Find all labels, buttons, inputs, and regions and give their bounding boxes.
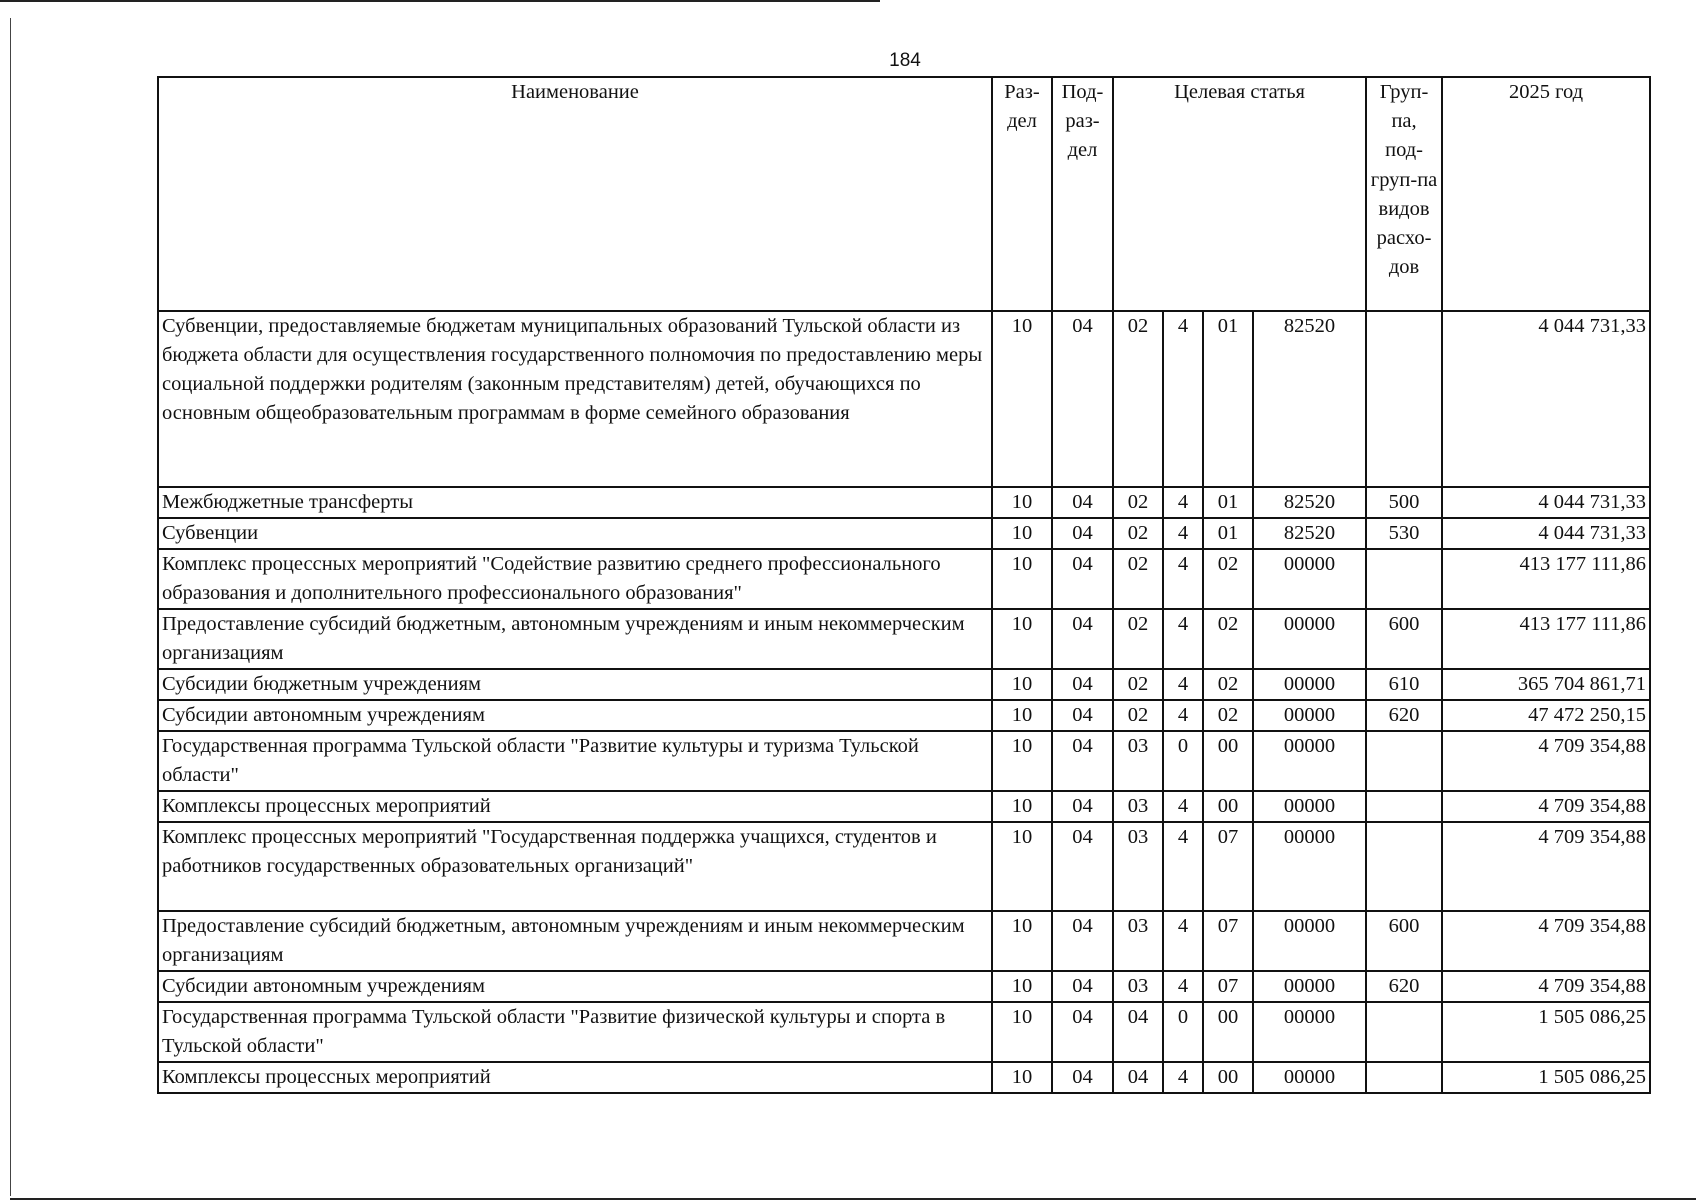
row-cs2: 4: [1163, 549, 1203, 609]
table-row: [158, 669, 1650, 700]
table-row: [158, 1002, 1650, 1062]
row-podrazdel: 04: [1052, 791, 1113, 822]
table-row: [158, 971, 1650, 1002]
row-amount: 47 472 250,15: [1442, 700, 1650, 731]
scan-edge-left: [10, 18, 11, 1196]
row-cs3: 02: [1203, 700, 1253, 731]
row-name: Межбюджетные трансферты: [158, 487, 992, 518]
row-cs1: 02: [1113, 487, 1163, 518]
row-cs4: 00000: [1253, 911, 1366, 971]
row-razdel: 10: [992, 518, 1052, 549]
row-cs2: 4: [1163, 1062, 1203, 1093]
row-cs3: 00: [1203, 791, 1253, 822]
row-cs3: 01: [1203, 311, 1253, 487]
row-amount: 365 704 861,71: [1442, 669, 1650, 700]
row-cs4: 00000: [1253, 791, 1366, 822]
row-group: 530: [1366, 518, 1442, 549]
row-group: [1366, 1062, 1442, 1093]
row-cs4: 82520: [1253, 518, 1366, 549]
row-cs3: 02: [1203, 549, 1253, 609]
row-podrazdel: 04: [1052, 1062, 1113, 1093]
table-row: [158, 700, 1650, 731]
row-name: Комплексы процессных мероприятий: [158, 791, 992, 822]
row-group: [1366, 731, 1442, 791]
row-name: Субвенции: [158, 518, 992, 549]
header-razdel: Раз-дел: [992, 77, 1052, 311]
table-header-row: [158, 77, 1650, 311]
row-cs1: 03: [1113, 731, 1163, 791]
row-amount: 4 044 731,33: [1442, 487, 1650, 518]
row-podrazdel: 04: [1052, 700, 1113, 731]
table-row: [158, 518, 1650, 549]
header-gruppa: Груп-па, под-груп-па видов расхо-дов: [1366, 77, 1442, 311]
row-name: Субсидии автономным учреждениям: [158, 700, 992, 731]
row-group: 610: [1366, 669, 1442, 700]
row-cs4: 00000: [1253, 731, 1366, 791]
row-name: Предоставление субсидий бюджетным, автономным учреждениям и иным некоммерческим организациям: [158, 609, 992, 669]
row-cs1: 03: [1113, 971, 1163, 1002]
row-razdel: 10: [992, 822, 1052, 911]
row-cs3: 00: [1203, 1062, 1253, 1093]
row-razdel: 10: [992, 971, 1052, 1002]
row-cs1: 03: [1113, 822, 1163, 911]
header-podrazdel: Под-раз-дел: [1052, 77, 1113, 311]
row-razdel: 10: [992, 487, 1052, 518]
header-year: 2025 год: [1442, 77, 1650, 311]
row-group: [1366, 1002, 1442, 1062]
row-cs3: 07: [1203, 822, 1253, 911]
row-cs3: 01: [1203, 518, 1253, 549]
row-podrazdel: 04: [1052, 971, 1113, 1002]
row-cs2: 4: [1163, 487, 1203, 518]
row-cs1: 02: [1113, 518, 1163, 549]
row-cs1: 02: [1113, 669, 1163, 700]
budget-table: [157, 76, 1651, 1094]
row-group: 620: [1366, 700, 1442, 731]
row-name: Субсидии автономным учреждениям: [158, 971, 992, 1002]
row-cs2: 4: [1163, 911, 1203, 971]
row-name: Предоставление субсидий бюджетным, автономным учреждениям и иным некоммерческим организациям: [158, 911, 992, 971]
row-amount: 4 709 354,88: [1442, 791, 1650, 822]
row-cs3: 00: [1203, 731, 1253, 791]
table-row: [158, 311, 1650, 487]
row-amount: 4 709 354,88: [1442, 911, 1650, 971]
row-group: [1366, 791, 1442, 822]
row-razdel: 10: [992, 1062, 1052, 1093]
row-cs1: 03: [1113, 791, 1163, 822]
row-name: Комплекс процессных мероприятий "Государственная поддержка учащихся, студентов и работников государственных образовательных организаций": [158, 822, 992, 911]
row-cs4: 82520: [1253, 487, 1366, 518]
row-group: [1366, 822, 1442, 911]
row-group: 600: [1366, 911, 1442, 971]
row-podrazdel: 04: [1052, 911, 1113, 971]
row-amount: 4 709 354,88: [1442, 822, 1650, 911]
row-amount: 4 044 731,33: [1442, 311, 1650, 487]
row-podrazdel: 04: [1052, 311, 1113, 487]
row-name: Субвенции, предоставляемые бюджетам муниципальных образований Тульской области из бюджета области для осуществления государственного полномочия по предоставлению меры социальной поддержки родителям (законным представителям) детей, обучающихся по основным общеобразовательным программам в форме семейного образования: [158, 311, 992, 487]
row-razdel: 10: [992, 669, 1052, 700]
table-row: [158, 822, 1650, 911]
page-number: 184: [889, 50, 921, 71]
row-razdel: 10: [992, 609, 1052, 669]
table-row: [158, 911, 1650, 971]
row-razdel: 10: [992, 700, 1052, 731]
row-cs1: 02: [1113, 700, 1163, 731]
row-cs2: 4: [1163, 700, 1203, 731]
row-cs4: 00000: [1253, 971, 1366, 1002]
scan-edge-top: [0, 0, 880, 2]
row-cs2: 4: [1163, 311, 1203, 487]
row-amount: 413 177 111,86: [1442, 549, 1650, 609]
row-cs1: 03: [1113, 911, 1163, 971]
table-row: [158, 1062, 1650, 1093]
row-name: Государственная программа Тульской области "Развитие культуры и туризма Тульской области": [158, 731, 992, 791]
row-name: Комплексы процессных мероприятий: [158, 1062, 992, 1093]
row-group: 600: [1366, 609, 1442, 669]
row-podrazdel: 04: [1052, 669, 1113, 700]
row-podrazdel: 04: [1052, 549, 1113, 609]
row-name: Комплекс процессных мероприятий "Содействие развитию среднего профессионального образования и дополнительного профессионального образования": [158, 549, 992, 609]
row-cs2: 4: [1163, 791, 1203, 822]
row-cs1: 04: [1113, 1002, 1163, 1062]
row-amount: 413 177 111,86: [1442, 609, 1650, 669]
row-amount: 1 505 086,25: [1442, 1002, 1650, 1062]
row-podrazdel: 04: [1052, 1002, 1113, 1062]
table-row: [158, 549, 1650, 609]
row-podrazdel: 04: [1052, 822, 1113, 911]
row-group: [1366, 311, 1442, 487]
row-cs4: 00000: [1253, 669, 1366, 700]
row-amount: 4 709 354,88: [1442, 731, 1650, 791]
row-amount: 4 709 354,88: [1442, 971, 1650, 1002]
row-cs2: 4: [1163, 518, 1203, 549]
row-cs1: 02: [1113, 549, 1163, 609]
row-razdel: 10: [992, 731, 1052, 791]
row-cs4: 00000: [1253, 1002, 1366, 1062]
row-cs2: 0: [1163, 1002, 1203, 1062]
row-cs1: 04: [1113, 1062, 1163, 1093]
row-amount: 4 044 731,33: [1442, 518, 1650, 549]
table-row: [158, 487, 1650, 518]
row-name: Государственная программа Тульской области "Развитие физической культуры и спорта в Тульской области": [158, 1002, 992, 1062]
table-row: [158, 731, 1650, 791]
row-cs3: 02: [1203, 669, 1253, 700]
row-cs2: 4: [1163, 971, 1203, 1002]
row-amount: 1 505 086,25: [1442, 1062, 1650, 1093]
table-row: [158, 791, 1650, 822]
row-cs4: 00000: [1253, 609, 1366, 669]
row-cs2: 4: [1163, 669, 1203, 700]
row-podrazdel: 04: [1052, 487, 1113, 518]
row-cs3: 00: [1203, 1002, 1253, 1062]
row-group: 500: [1366, 487, 1442, 518]
row-cs4: 00000: [1253, 1062, 1366, 1093]
row-cs2: 4: [1163, 609, 1203, 669]
row-group: [1366, 549, 1442, 609]
table-row: [158, 609, 1650, 669]
header-name: Наименование: [158, 77, 992, 311]
row-cs1: 02: [1113, 311, 1163, 487]
row-cs3: 01: [1203, 487, 1253, 518]
row-cs2: 4: [1163, 822, 1203, 911]
row-razdel: 10: [992, 791, 1052, 822]
row-cs2: 0: [1163, 731, 1203, 791]
row-group: 620: [1366, 971, 1442, 1002]
row-cs3: 07: [1203, 971, 1253, 1002]
row-cs4: 00000: [1253, 700, 1366, 731]
row-podrazdel: 04: [1052, 731, 1113, 791]
row-razdel: 10: [992, 911, 1052, 971]
row-cs3: 02: [1203, 609, 1253, 669]
row-podrazdel: 04: [1052, 518, 1113, 549]
header-celevaya-statya: Целевая статья: [1113, 77, 1366, 311]
row-razdel: 10: [992, 1002, 1052, 1062]
row-cs3: 07: [1203, 911, 1253, 971]
row-name: Субсидии бюджетным учреждениям: [158, 669, 992, 700]
row-cs4: 82520: [1253, 311, 1366, 487]
row-razdel: 10: [992, 311, 1052, 487]
row-razdel: 10: [992, 549, 1052, 609]
row-cs4: 00000: [1253, 549, 1366, 609]
row-podrazdel: 04: [1052, 609, 1113, 669]
row-cs1: 02: [1113, 609, 1163, 669]
row-cs4: 00000: [1253, 822, 1366, 911]
